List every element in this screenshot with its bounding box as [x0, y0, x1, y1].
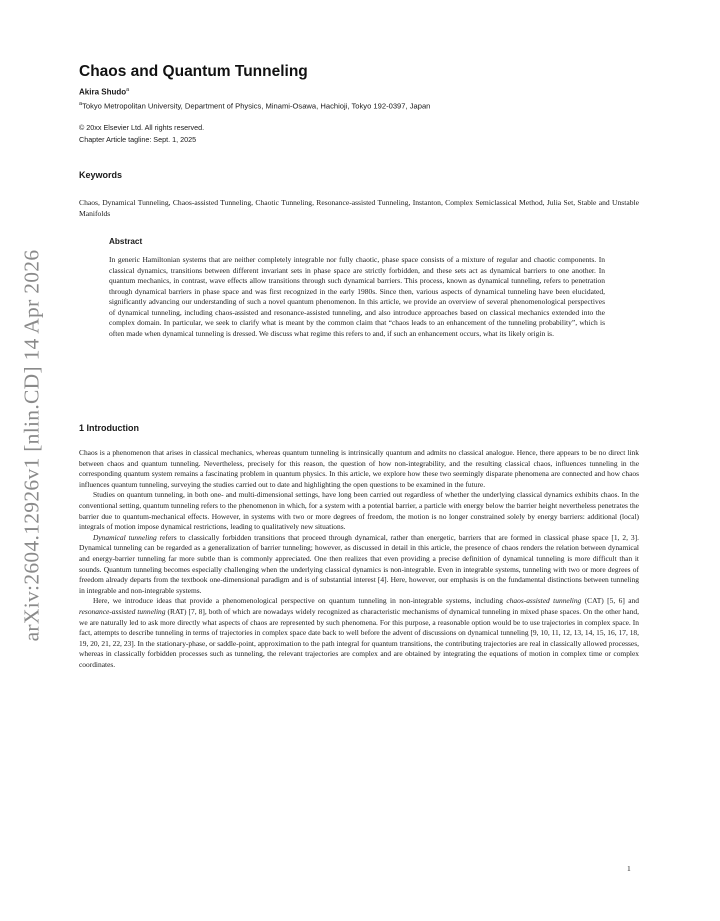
- keywords-heading: Keywords: [79, 170, 123, 180]
- page-number: 1: [627, 864, 631, 873]
- arxiv-stamp: [12, 245, 52, 645]
- affiliation-line: [79, 101, 430, 111]
- intro-paragraph-4-part-c: (RAT) [7, 8], both of which are nowadays widely recognized as characteristic mechanisms of dynamical tunneling in mixed phase spaces. On the other hand, we are naturally led to ask more directly what aspects of chaos are represented by such phenomena. For this purpose, a reasonable option would be to use trajectories in complex space. In fact, attempts to describe tunneling in terms of trajectories in complex space date back to well before the advent of discussions on dynamical tunneling [9, 10, 11, 12, 13, 14, 15, 16, 17, 18, 19, 20, 21, 22, 23]. In the stationary-phase, or saddle-point, approximation to the path integral for quantum transitions, the contributing trajectories are real in classically allowed processes, whereas in classically forbidden processes such as tunneling, the relevant trajectories are complex and are obtained by integrating the equations of motion in complex time or complex coordinates.: [79, 606, 639, 669]
- section-heading-introduction: 1 Introduction: [79, 423, 139, 433]
- intro-paragraph-4-part-b: (CAT) [5, 6] and: [581, 596, 639, 606]
- intro-paragraph-3-text: refers to classically forbidden transitions that proceed through dynamical, rather than energetic, barriers that are formed in classical phase space [1, 2, 3]. Dynamical tunneling can be regarded as a generalization of barrier tunneling; however, as discussed in detail in this article, the presence of chaos renders the relation between dynamical and energy-barrier tunneling far more subtle than is commonly appreciated. One then realizes that even providing a precise definition of dynamical tunneling is more difficult than it sounds. Quantum tunneling becomes especially challenging when the underlying classical dynamics is non-integrable. Even in integrable systems, tunneling with two or more degrees of freedom already departs from the textbook one-dimensional paradigm and is of substantial interest [4]. Here, however, our emphasis is on the fundamental distinctions between tunneling in integrable and non-integrable systems.: [79, 532, 639, 595]
- intro-paragraph-4: [79, 596, 639, 670]
- author-marker: a: [126, 87, 130, 93]
- term-resonance-assisted-tunneling: resonance-assisted tunneling: [79, 606, 166, 616]
- term-dynamical-tunneling: Dynamical tunneling: [93, 532, 157, 542]
- keywords-text: Chaos, Dynamical Tunneling, Chaos-assisted Tunneling, Chaotic Tunneling, Resonance-assisted Tunneling, Instanton, Complex Semiclassical Method, Julia Set, Stable and Unstable Manifolds: [79, 198, 639, 218]
- intro-paragraph-3: [79, 533, 639, 597]
- copyright-notice: © 20xx Elsevier Ltd. All rights reserved.: [79, 123, 205, 132]
- introduction-body: [79, 448, 639, 670]
- arxiv-stamp-text: arXiv:2604.12926v1 [nlin.CD] 14 Apr 2026: [19, 249, 44, 641]
- intro-paragraph-4-part-a: Here, we introduce ideas that provide a phenomenological perspective on quantum tunneling in non-integrable systems, including: [93, 596, 507, 606]
- abstract-text: In generic Hamiltonian systems that are neither completely integrable nor fully chaotic, phase space consists of a mixture of regular and chaotic components. In classical dynamics, transitions between different invariant sets in phase space are strictly forbidden, and these sets act as dynamical barriers to one another. In quantum mechanics, in contrast, wave effects allow transitions through such dynamical barriers. This process, known as dynamical tunneling, refers to penetration through dynamical barriers in phase space and was first recognized in the early 1980s. Since then, various aspects of dynamical tunneling have been elucidated, significantly advancing our understanding of such a novel quantum phenomenon. In this article, we provide an overview of several phenomenological perspectives of dynamical tunneling, including chaos-assisted and resonance-assisted tunneling, and also introduce approaches based on classical mechanics extended into the complex domain. In particular, we seek to clarify what is meant by the common claim that “chaos leads to an enhancement of the tunneling probability”, which is often made when dynamical tunneling is dressed. We discuss what regime this refers to and, if such an enhancement occurs, what its likely origin is.: [109, 255, 605, 338]
- author-name: Akira Shudo: [79, 87, 127, 97]
- author-line: [79, 87, 129, 97]
- paper-title: Chaos and Quantum Tunneling: [79, 63, 308, 80]
- term-chaos-assisted-tunneling: chaos-assisted tunneling: [506, 596, 582, 606]
- chapter-tagline: Chapter Article tagline: Sept. 1, 2025: [79, 135, 197, 144]
- affiliation-marker: a: [79, 101, 83, 107]
- intro-paragraph-2: Studies on quantum tunneling, in both one- and multi-dimensional settings, have long been carried out regardless of whether the underlying classical dynamics exhibits chaos. In the conventional setting, quantum tunneling refers to the phenomenon in which, for a system with a potential barrier, a particle with energy below the barrier height nevertheless penetrates the barrier due to quantum-mechanical effects. However, in systems with two or more degrees of freedom, the motion is no longer constrained solely by energy barriers: additional (local) integrals of motion impose dynamical restrictions, leading to qualitatively new situations.: [79, 490, 639, 532]
- abstract-heading: Abstract: [109, 237, 143, 246]
- affiliation-text: Tokyo Metropolitan University, Department of Physics, Minami-Osawa, Hachioji, Tokyo 192-0397, Japan: [82, 101, 431, 111]
- intro-paragraph-1: Chaos is a phenomenon that arises in classical mechanics, whereas quantum tunneling is intrinsically quantum and admits no classical analogue. Hence, there appears to be no direct link between chaos and quantum tunneling. Nevertheless, precisely for this reason, the question of how non-integrability, and the resulting classical chaos, influences tunneling in the corresponding quantum system remains a fascinating problem in quantum physics. In this article, we explore how these two seemingly disparate phenomena are connected and how chaos influences quantum tunneling, surveying the studies carried out to date and highlighting the open questions to be examined in the future.: [79, 448, 639, 489]
